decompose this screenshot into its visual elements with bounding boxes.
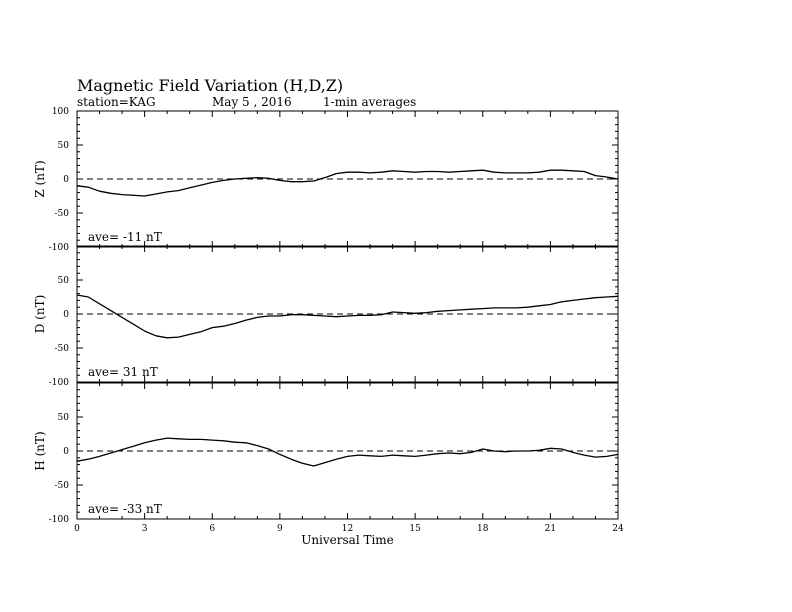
y-tick-label: 0 xyxy=(63,175,69,185)
x-tick-label: 24 xyxy=(612,524,624,534)
x-axis-label: Universal Time xyxy=(301,533,394,547)
station-label: station=KAG xyxy=(77,95,156,109)
panel-1 xyxy=(33,246,618,388)
panels-group xyxy=(33,107,624,547)
x-tick-label: 15 xyxy=(409,524,421,534)
series-line-z xyxy=(77,170,618,196)
y-tick-label: 0 xyxy=(63,447,69,457)
x-tick-label: 0 xyxy=(74,524,80,534)
averaging-label: 1-min averages xyxy=(323,95,417,109)
x-tick-label: 18 xyxy=(477,524,489,534)
y-tick-label: 50 xyxy=(57,141,69,151)
chart-title: Magnetic Field Variation (H,D,Z) xyxy=(77,76,344,95)
average-label: ave= -11 nT xyxy=(88,230,162,244)
average-label: ave= 31 nT xyxy=(88,365,158,379)
series-line-h xyxy=(77,438,618,466)
y-tick-label: -100 xyxy=(48,515,69,525)
y-tick-label: -100 xyxy=(48,243,69,253)
x-tick-label: 21 xyxy=(544,524,557,534)
y-axis-label: H (nT) xyxy=(33,431,47,471)
y-tick-label: -50 xyxy=(54,344,69,354)
y-tick-label: 50 xyxy=(57,413,69,423)
y-tick-label: 0 xyxy=(63,310,69,320)
x-tick-label: 6 xyxy=(209,524,216,534)
y-tick-label: -100 xyxy=(48,378,69,388)
y-tick-label: -50 xyxy=(54,209,69,219)
y-axis-label: D (nT) xyxy=(33,294,47,334)
average-label: ave= -33 nT xyxy=(88,502,162,516)
y-axis-label: Z (nT) xyxy=(33,160,47,198)
y-tick-label: 50 xyxy=(57,276,69,286)
panel-2 xyxy=(33,383,624,547)
y-tick-label: 100 xyxy=(51,107,69,117)
x-tick-label: 12 xyxy=(341,524,354,534)
x-tick-label: 3 xyxy=(141,524,148,534)
panel-0 xyxy=(33,107,618,253)
series-line-d xyxy=(77,295,618,338)
date-label: May 5 , 2016 xyxy=(212,95,292,109)
x-tick-label: 9 xyxy=(277,524,283,534)
y-tick-label: -50 xyxy=(54,481,69,491)
